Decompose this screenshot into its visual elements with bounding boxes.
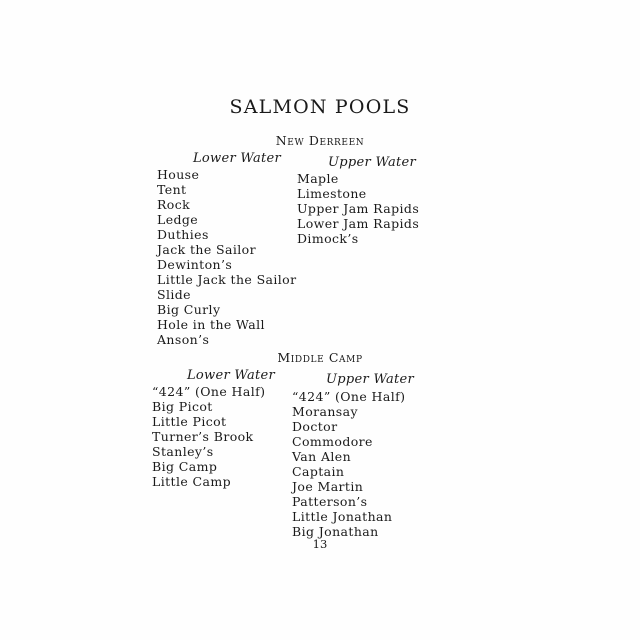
- list-item: Slide: [157, 287, 191, 302]
- section-heading-middle-camp: Middle Camp: [277, 350, 363, 365]
- pool-list-middle-camp-lower: [152, 384, 265, 489]
- list-item: Big Picot: [152, 399, 213, 414]
- list-item: Patterson’s: [292, 494, 368, 509]
- list-item: Turner’s Brook: [152, 429, 254, 444]
- list-item: Tent: [157, 182, 187, 197]
- pool-list-new-derreen-upper: [297, 171, 419, 246]
- pool-list-new-derreen-lower: [157, 167, 296, 347]
- list-item: Little Picot: [152, 414, 227, 429]
- list-item: Moransay: [292, 404, 358, 419]
- list-item: Dewinton’s: [157, 257, 233, 272]
- list-item: Upper Jam Rapids: [297, 201, 420, 216]
- list-item: Lower Jam Rapids: [297, 216, 420, 231]
- list-item: Little Jonathan: [292, 509, 393, 524]
- page-title: SALMON POOLS: [229, 96, 411, 118]
- list-item: Ledge: [157, 212, 199, 227]
- column-heading-upper-water: Upper Water: [328, 155, 417, 170]
- list-item: Duthies: [157, 227, 209, 242]
- list-item: Stanley’s: [152, 444, 214, 459]
- list-item: “424” (One Half): [292, 389, 406, 404]
- list-item: Big Curly: [157, 302, 221, 317]
- pool-list-middle-camp-upper: [292, 389, 405, 539]
- list-item: Jack the Sailor: [157, 242, 256, 257]
- column-heading-lower-water: Lower Water: [187, 368, 276, 383]
- list-item: Big Camp: [152, 459, 218, 474]
- list-item: Captain: [292, 464, 345, 479]
- list-item: Commodore: [292, 434, 373, 449]
- list-item: Little Camp: [152, 474, 231, 489]
- list-item: Rock: [157, 197, 191, 212]
- column-heading-upper-water: Upper Water: [326, 372, 415, 387]
- list-item: Doctor: [292, 419, 338, 434]
- list-item: Limestone: [297, 186, 367, 201]
- list-item: Joe Martin: [292, 479, 364, 494]
- list-item: Anson’s: [157, 332, 210, 347]
- section-heading-new-derreen: New Derreen: [275, 133, 365, 148]
- list-item: Maple: [297, 171, 339, 186]
- list-item: Dimock’s: [297, 231, 359, 246]
- list-item: House: [157, 167, 200, 182]
- list-item: Van Alen: [292, 449, 352, 464]
- list-item: Hole in the Wall: [157, 317, 265, 332]
- column-heading-lower-water: Lower Water: [193, 151, 282, 166]
- page-number: 13: [312, 537, 328, 551]
- list-item: Big Jonathan: [292, 524, 379, 539]
- list-item: “424” (One Half): [152, 384, 266, 399]
- list-item: Little Jack the Sailor: [157, 272, 297, 287]
